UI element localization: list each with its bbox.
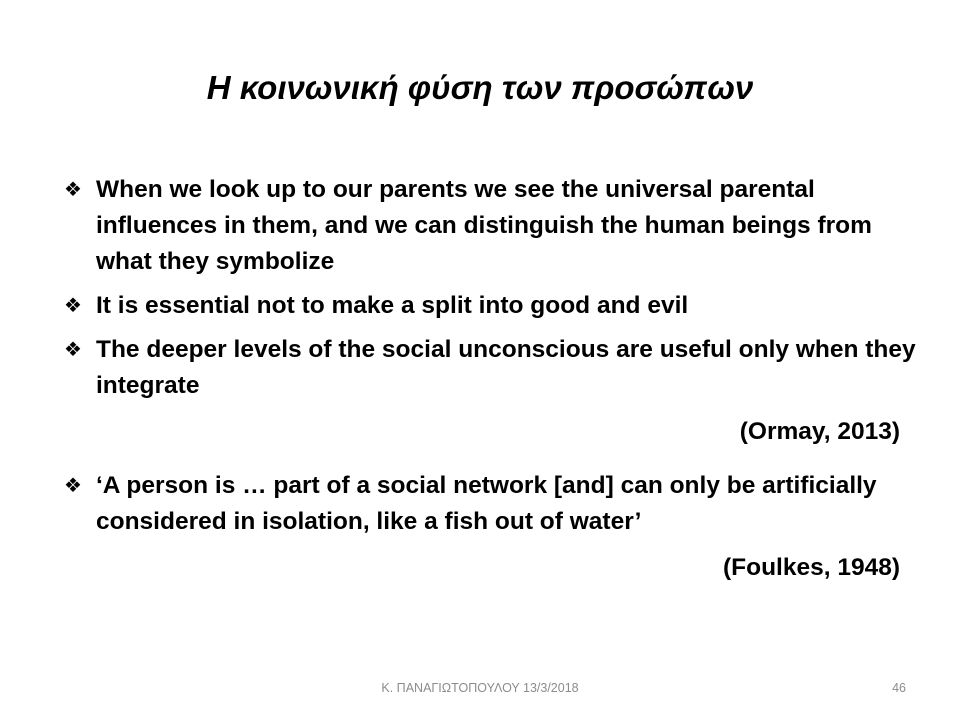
diamond-bullet-icon: ❖ — [64, 179, 82, 201]
footer-author-date: Κ. ΠΑΝΑΓΙΩΤΟΠΟΥΛΟΥ 13/3/2018 — [381, 681, 579, 695]
bullet-text: The deeper levels of the social unconscious are useful only when they integrate — [96, 336, 916, 399]
diamond-bullet-icon: ❖ — [64, 339, 82, 361]
citation-ormay: (Ormay, 2013) — [739, 418, 900, 445]
bullet-item — [64, 172, 916, 280]
diamond-bullet-icon: ❖ — [64, 475, 82, 497]
bullet-text: When we look up to our parents we see the universal parental influences in them, and we can distinguish the human beings from what they symbolize — [96, 176, 872, 275]
slide-content — [64, 172, 916, 604]
slide-title: Η κοινωνική φύση των προσώπων — [206, 69, 754, 106]
quote-text: ‘A person is … part of a social network [and] can only be artificially considered in isolation, like a fish out of water’ — [96, 472, 877, 535]
citation-foulkes: (Foulkes, 1948) — [722, 554, 900, 581]
diamond-bullet-icon: ❖ — [64, 295, 82, 317]
bullet-item — [64, 288, 916, 324]
bullet-item — [64, 332, 916, 404]
page-number: 46 — [892, 681, 906, 695]
bullet-text: It is essential not to make a split into good and evil — [96, 292, 689, 319]
bullet-item-quote — [64, 468, 916, 540]
